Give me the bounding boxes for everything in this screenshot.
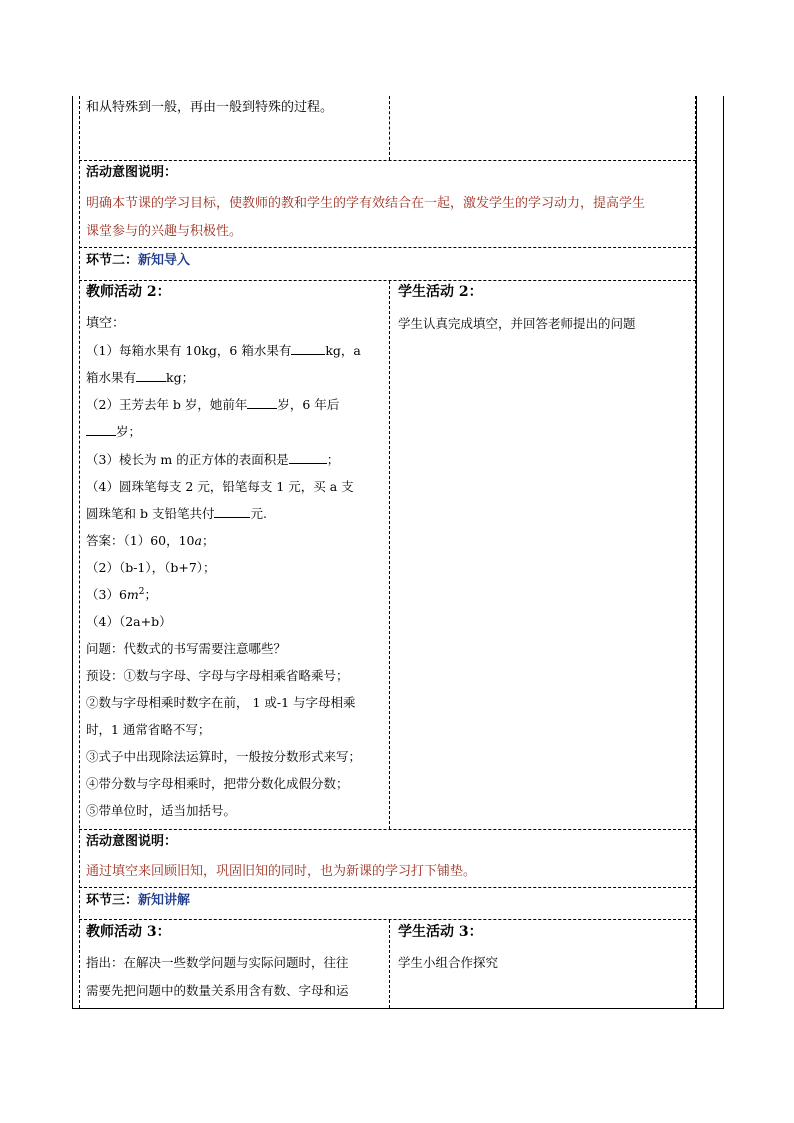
answer-2: （2）（b-1），（b+7）； bbox=[86, 560, 216, 575]
student-activity-title-3: 学生活动 3： bbox=[398, 924, 483, 940]
intent-text-1a: 明确本节课的学习目标，使教师的教和学生的学有效结合在一起，激发学生的学习动力，提高学生 bbox=[86, 196, 646, 211]
student-activity-text-3: 学生小组合作探究 bbox=[398, 955, 499, 970]
student-activity-text-2: 学生认真完成填空，并回答老师提出的问题 bbox=[398, 316, 636, 331]
intro-line: 和从特殊到一般，再由一般到特殊的过程。 bbox=[86, 100, 334, 115]
intent-text-2: 通过填空来回顾旧知，巩固旧知的同时，也为新课的学习打下铺垫。 bbox=[86, 864, 477, 879]
student-activity-title-2: 学生活动 2： bbox=[398, 284, 483, 300]
section-title-2: 新知导入 bbox=[138, 253, 191, 268]
table-left-border bbox=[72, 96, 73, 1008]
fill-label: 填空： bbox=[86, 316, 126, 331]
question-1-line-2: 箱水果有 kg； bbox=[86, 370, 195, 385]
intent-title-2: 活动意图说明： bbox=[86, 834, 178, 849]
teacher-activity-3-line-1: 指出：在解决一些数学问题与实际问题时，往往 bbox=[86, 955, 349, 970]
intent-text-1b: 课堂参与的兴趣与积极性。 bbox=[86, 224, 243, 239]
column-divider-2 bbox=[389, 281, 390, 829]
column-divider-1 bbox=[389, 96, 390, 160]
question-4-line-1: （4）圆珠笔每支 2 元，铅笔每支 1 元，买 a 支 bbox=[86, 479, 354, 494]
preset-5: ⑤带单位时，适当加括号。 bbox=[86, 803, 237, 818]
section-header-3 bbox=[86, 886, 190, 915]
question-4-line-2: 圆珠笔和 b 支铅笔共付 元. bbox=[86, 506, 267, 521]
preset-2a: ②数与字母相乘时数字在前， 1 或-1 与字母相乘 bbox=[86, 695, 356, 710]
row-divider bbox=[79, 919, 696, 920]
column-divider-3 bbox=[389, 920, 390, 1008]
question-2-line-2: 岁； bbox=[86, 417, 141, 446]
table-margin-border bbox=[696, 96, 697, 1008]
table-right-border bbox=[723, 96, 724, 1008]
answer-3: $(3)6m^2$； bbox=[86, 586, 158, 602]
section-label-2: 环节二： bbox=[86, 253, 139, 268]
table-inner-right-line bbox=[695, 96, 696, 1008]
teacher-activity-3-line-2: 需要先把问题中的数量关系用含有数、字母和运 bbox=[86, 983, 349, 998]
section-title-3: 新知讲解 bbox=[138, 893, 191, 908]
teacher-activity-title-3: 教师活动 3： bbox=[86, 924, 171, 940]
question-2-line-1: （2）王芳去年 b 岁，她前年 岁，6 年后 bbox=[86, 397, 340, 412]
answer-4: （4）（2a+b） bbox=[86, 614, 172, 629]
table-inner-left-line bbox=[79, 96, 80, 1008]
section-header-2 bbox=[86, 246, 190, 275]
preset-3: ③式子中出现除法运算时，一般按分数形式来写； bbox=[86, 749, 362, 764]
preset-2b: 时，1 通常省略不写； bbox=[86, 722, 211, 737]
question-3: （3）棱长为 m 的正方体的表面积是 ； bbox=[86, 452, 340, 467]
answer-1: 答案：（1）60，10a； bbox=[86, 533, 215, 548]
preset-4: ④带分数与字母相乘时，把带分数化成假分数； bbox=[86, 776, 349, 791]
discussion-question: 问题：代数式的书写需要注意哪些？ bbox=[86, 641, 287, 656]
table-bottom-border bbox=[72, 1008, 724, 1009]
intent-title-1: 活动意图说明： bbox=[86, 165, 178, 180]
question-1-line-1: （1）每箱水果有 10kg，6 箱水果有 kg，a bbox=[86, 343, 361, 358]
preset-1: 预设：①数与字母、字母与字母相乘省略乘号； bbox=[86, 668, 349, 683]
row-divider bbox=[79, 280, 696, 281]
section-label-3: 环节三： bbox=[86, 893, 139, 908]
teacher-activity-title-2: 教师活动 2： bbox=[86, 284, 171, 300]
